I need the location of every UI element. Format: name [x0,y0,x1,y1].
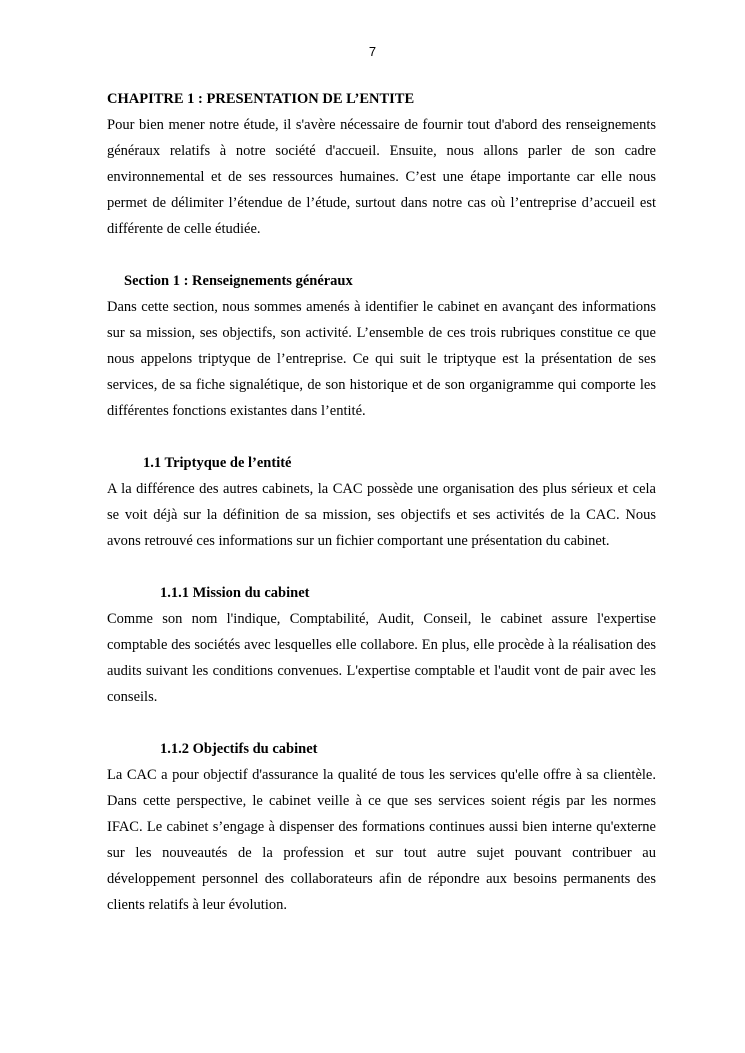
subsection-1-1-1-heading: 1.1.1 Mission du cabinet [160,585,310,601]
section-1-heading: Section 1 : Renseignements généraux [124,273,353,289]
intro-paragraph: Pour bien mener notre étude, il s'avère nécessaire de fournir tout d'abord des renseignements généraux relatifs à notre société d'accueil. Ensuite, nous allons parler de son cadre environnemental et de ses ressources humaines. C’est une étape importante car elle nous permet de délimiter l’étendue de l’étude, surtout dans notre cas où l’entreprise d’accueil est différente de celle étudiée. [107,117,656,237]
subsection-1-1-1-paragraph: Comme son nom l'indique, Comptabilité, Audit, Conseil, le cabinet assure l'expertise comptable des sociétés avec lesquelles elle collabore. En plus, elle procède à la réalisation des audits suivant les conditions convenues. L'expertise comptable et l'audit vont de pair avec les conseils. [107,611,656,705]
page-number: 7 [368,44,377,59]
subsection-1-1-heading: 1.1 Triptyque de l’entité [143,455,292,471]
spacer [107,710,656,736]
spacer [107,242,656,268]
chapter-title: CHAPITRE 1 : PRESENTATION DE L’ENTITE [107,91,415,107]
page-content [107,86,656,918]
subsection-1-1-2-paragraph: La CAC a pour objectif d'assurance la qualité de tous les services qu'elle offre à sa clientèle. Dans cette perspective, le cabinet veille à ce que ses services soient régis par les normes IFAC. Le cabinet s’engage à dispenser des formations continues aussi bien interne qu'externe sur les nouveautés de la profession et sur tout autre sujet pouvant contribuer au développement personnel des collaborateurs afin de répondre aux besoins permanents des clients relatifs à leur évolution. [107,767,656,913]
section-1-paragraph: Dans cette section, nous sommes amenés à identifier le cabinet en avançant des informations sur sa mission, ses objectifs, son activité. L’ensemble de ces trois rubriques constitue ce que nous appelons triptyque de l’entreprise. Ce qui suit le triptyque est la présentation de ses services, de sa fiche signalétique, de son historique et de son organigramme qui comporte les différentes fonctions existantes dans l’entité. [107,299,656,419]
subsection-1-1-paragraph: A la différence des autres cabinets, la CAC possède une organisation des plus sérieux et cela se voit déjà sur la définition de sa mission, ses objectifs et ses activités de la CAC. Nous avons retrouvé ces informations sur un fichier comportant une présentation du cabinet. [107,481,656,549]
subsection-1-1-2-heading: 1.1.2 Objectifs du cabinet [160,741,318,757]
spacer [107,424,656,450]
spacer [107,554,656,580]
